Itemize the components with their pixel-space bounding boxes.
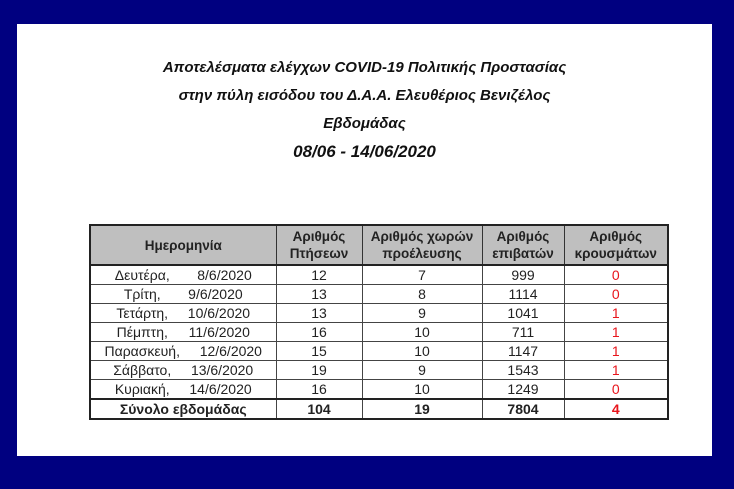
cases-cell: 1 [564, 342, 668, 361]
countries-cell: 10 [362, 342, 482, 361]
countries-cell: 9 [362, 304, 482, 323]
title-line-3: Εβδομάδας [323, 115, 406, 132]
countries-cell: 10 [362, 323, 482, 342]
date-cell: Τρίτη, 9/6/2020 [90, 285, 276, 304]
table-row [90, 265, 668, 285]
title-line-2: στην πύλη εισόδου του Δ.Α.Α. Ελευθέριος Βενιζέλος [178, 87, 551, 104]
passengers-cell: 1147 [482, 342, 564, 361]
table-row [90, 342, 668, 361]
cases-cell: 0 [564, 380, 668, 400]
cases-cell: 1 [564, 304, 668, 323]
countries-cell: 10 [362, 380, 482, 400]
cases-cell: 1 [564, 323, 668, 342]
header-passengers: Αριθμός επιβατών [482, 225, 564, 265]
flights-cell: 12 [276, 265, 362, 285]
header-row [90, 225, 668, 265]
flights-cell: 13 [276, 285, 362, 304]
date-cell: Τετάρτη, 10/6/2020 [90, 304, 276, 323]
table-row [90, 285, 668, 304]
results-table [89, 224, 669, 420]
total-label: Σύνολο εβδομάδας [90, 399, 276, 419]
date-cell: Κυριακή, 14/6/2020 [90, 380, 276, 400]
passengers-cell: 1543 [482, 361, 564, 380]
table-row [90, 304, 668, 323]
total-flights: 104 [276, 399, 362, 419]
table-row [90, 323, 668, 342]
report-title [17, 54, 712, 166]
cases-cell: 0 [564, 265, 668, 285]
header-cases: Αριθμός κρουσμάτων [564, 225, 668, 265]
flights-cell: 13 [276, 304, 362, 323]
cases-cell: 0 [564, 285, 668, 304]
flights-cell: 16 [276, 380, 362, 400]
date-cell: Παρασκευή, 12/6/2020 [90, 342, 276, 361]
header-flights: Αριθμός Πτήσεων [276, 225, 362, 265]
total-passengers: 7804 [482, 399, 564, 419]
report-panel [17, 24, 712, 456]
countries-cell: 8 [362, 285, 482, 304]
countries-cell: 7 [362, 265, 482, 285]
passengers-cell: 711 [482, 323, 564, 342]
passengers-cell: 1041 [482, 304, 564, 323]
passengers-cell: 1114 [482, 285, 564, 304]
header-countries: Αριθμός χωρών προέλευσης [362, 225, 482, 265]
passengers-cell: 999 [482, 265, 564, 285]
total-cases: 4 [564, 399, 668, 419]
flights-cell: 19 [276, 361, 362, 380]
cases-cell: 1 [564, 361, 668, 380]
header-date: Ημερομηνία [90, 225, 276, 265]
total-countries: 19 [362, 399, 482, 419]
total-row [90, 399, 668, 419]
title-date-range: 08/06 - 14/06/2020 [293, 142, 436, 161]
date-cell: Πέμπτη, 11/6/2020 [90, 323, 276, 342]
flights-cell: 16 [276, 323, 362, 342]
date-cell: Δευτέρα, 8/6/2020 [90, 265, 276, 285]
title-line-1: Αποτελέσματα ελέγχων COVID-19 Πολιτικής Προστασίας [162, 59, 567, 76]
flights-cell: 15 [276, 342, 362, 361]
table-row [90, 361, 668, 380]
date-cell: Σάββατο, 13/6/2020 [90, 361, 276, 380]
passengers-cell: 1249 [482, 380, 564, 400]
table-row [90, 380, 668, 400]
countries-cell: 9 [362, 361, 482, 380]
